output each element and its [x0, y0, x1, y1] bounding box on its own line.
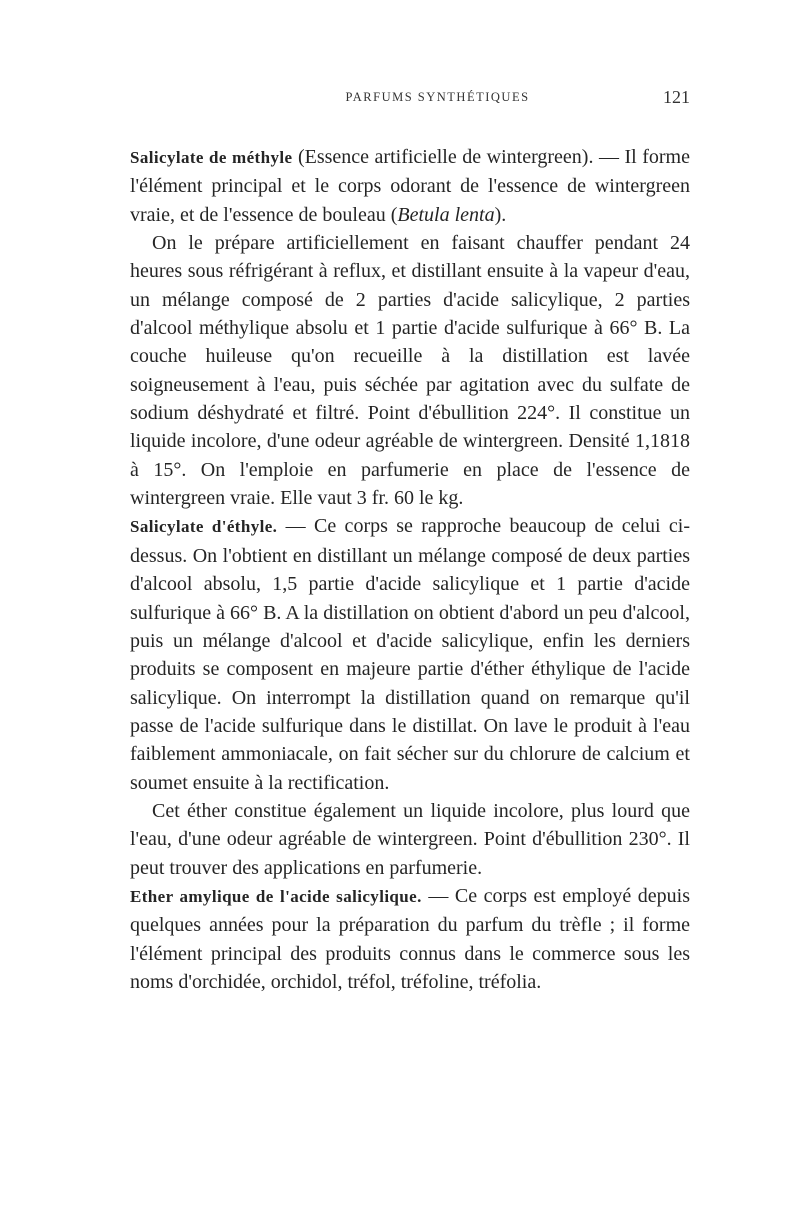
section-heading-amyl-ether: Ether amylique de l'acide salicylique.: [130, 886, 422, 906]
page-header: [130, 87, 690, 116]
paragraph-methyl-salicylate: [130, 143, 690, 229]
paragraph-text: On le prépare artificiellement en faisant chauffer pendant 24 heures sous réfrigérant à reflux, et distillant ensuite à la vapeur d'eau, un mélange composé de 2 parties d'acide salicylique, 2 parties d'alcool méthylique absolu et 1 partie d'acide sulfurique à 66° B. La couche huileuse qu'on recueille à la distillation est lavée soigneusement à l'eau, puis séchée par agitation avec du sulfate de sodium déshydraté et filtré. Point d'ébullition 224°. Il constitue un liquide incolore, d'une odeur agréable de wintergreen. Densité 1,1818 à 15°. On l'emploie en parfumerie en place de l'essence de wintergreen vraie. Elle vaut 3 fr. 60 le kg.: [130, 232, 690, 510]
page-number: 121: [663, 87, 690, 107]
paragraph-preparation: [130, 229, 690, 512]
paragraph-text: — Ce corps est employé depuis quelques années pour la préparation du parfum du trèfle ; il forme l'élément principal des produits connus dans le commerce sous les noms d'orchidée, orchidol, tréfol, tréfoline, tréfolia.: [130, 884, 690, 993]
paragraph-text: (Essence artificielle de wintergreen). — Il forme l'élément principal et le corps odorant de l'essence de wintergreen vraie, et de l'essence de bouleau (: [130, 146, 690, 226]
paragraph-text: — Ce corps se rapproche beaucoup de celui ci-dessus. On l'obtient en distillant un mélange composé de deux parties d'alcool absolu, 1,5 partie d'acide salicylique et 1 partie d'acide sulfurique à 66° B. A la distillation on obtient d'abord un peu d'alcool, puis un mélange d'alcool et d'acide salicylique, enfin les derniers produits se composent en majeure partie d'éther éthylique de l'acide salicylique. On interrompt la distillation quand on remarque qu'il passe de l'acide sulfurique dans le distillat. On lave le produit à l'eau faiblement ammoniacale, on fait sécher sur du chlorure de calcium et soumet ensuite à la rectification.: [130, 515, 690, 794]
section-heading-methyl-salicylate: Salicylate de méthyle: [130, 148, 293, 167]
body-text: [130, 143, 690, 996]
paragraph-text: ).: [494, 203, 507, 226]
paragraph-text: Cet éther constitue également un liquide incolore, plus lourd que l'eau, d'une odeur agréable de wintergreen. Point d'ébullition 230°. Il peut trouver des applications en parfumerie.: [130, 799, 690, 879]
latin-name: Betula lenta: [397, 203, 495, 226]
paragraph-ether-properties: [130, 797, 690, 882]
running-title: PARFUMS SYNTHÉTIQUES: [345, 90, 530, 104]
paragraph-amyl-ether: [130, 882, 690, 996]
paragraph-ethyl-salicylate: [130, 512, 690, 796]
section-heading-ethyl-salicylate: Salicylate d'éthyle.: [130, 517, 278, 537]
